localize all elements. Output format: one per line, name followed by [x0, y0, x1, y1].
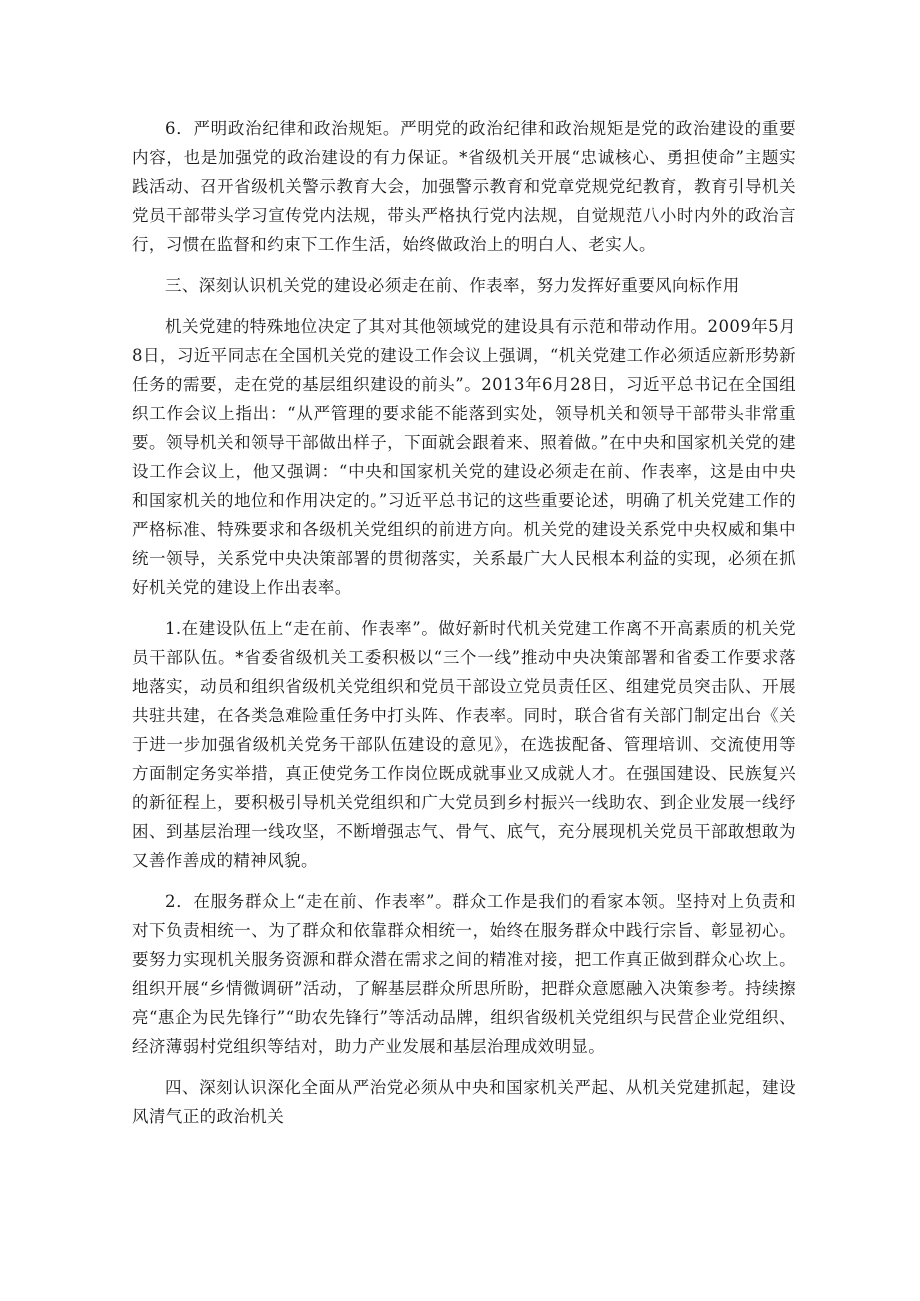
paragraph-serving-masses: 2．在服务群众上“走在前、作表率”。群众工作是我们的看家本领。坚持对上负责和对下负责相统一、为了群众和依靠群众相统一，始终在服务群众中践行宗旨、彰显初心。要努力实现机关服务资源和群众潜在需求之间的精准对接，把工作真正做到群众心坎上。组织开展“乡情微调研”活动，了解基层群众所思所盼，把群众意愿融入决策参考。持续擦亮“惠企为民先锋行”“助农先锋行”等活动品牌，组织省级机关党组织与民营企业党组织、经济薄弱村党组织等结对，助力产业发展和基层治理成效明显。 — [132, 892, 796, 1056]
section-heading-four: 四、深刻认识深化全面从严治党必须从中央和国家机关严起、从机关党建抓起，建设风清气正的政治机关 — [132, 1078, 796, 1126]
paragraph-party-building-status: 机关党建的特殊地位决定了其对其他领域党的建设具有示范和带动作用。2009年5月8日，习近平同志在全国机关党的建设工作会议上强调，“机关党建工作必须适应新形势新任务的需要，走在党的基层组织建设的前头”。2013年6月28日，习近平总书记在全国组织工作会议上指出：“从严管理的要求能不能落到实处，领导机关和领导干部带头非常重要。领导机关和领导干部做出样子，下面就会跟着来、照着做。”在中央和国家机关党的建设工作会议上，他又强调：“中央和国家机关党的建设必须走在前、作表率，这是由中央和国家机关的地位和作用决定的。”习近平总书记的这些重要论述，明确了机关党建工作的严格标准、特殊要求和各级机关党组织的前进方向。机关党的建设关系党中央权威和集中统一领导，关系党中央决策部署的贯彻落实，关系最广大人民根本利益的实现，必须在抓好机关党的建设上作出表率。 — [132, 317, 796, 597]
section-heading-three: 三、深刻认识机关党的建设必须走在前、作表率，努力发挥好重要风向标作用 — [165, 276, 740, 295]
paragraph-team-building: 1.在建设队伍上“走在前、作表率”。做好新时代机关党建工作离不开高素质的机关党员干部队伍。*省委省级机关工委积极以“三个一线”推动中央决策部署和省委工作要求落地落实，动员和组织省级机关党组织和党员干部设立党员责任区、组建党员突击队、开展共驻共建，在各类急难险重任务中打头阵、作表率。同时，联合省有关部门制定出台《关于进一步加强省级机关党务干部队伍建设的意见》，在选拔配备、管理培训、交流使用等方面制定务实举措，真正使党务工作岗位既成就事业又成就人才。在强国建设、民族复兴的新征程上，要积极引导机关党组织和广大党员到乡村振兴一线助农、到企业发展一线纾困、到基层治理一线攻坚，不断增强志气、骨气、底气，充分展现机关党员干部敢想敢为又善作善成的精神风貌。 — [132, 619, 796, 870]
paragraph-political-discipline: 6．严明政治纪律和政治规矩。严明党的政治纪律和政治规矩是党的政治建设的重要内容，也是加强党的政治建设的有力保证。*省级机关开展“忠诚核心、勇担使命”主题实践活动、召开省级机关警示教育大会，加强警示教育和党章党规党纪教育，教育引导机关党员干部带头学习宣传党内法规，带头严格执行党内法规，自觉规范八小时内外的政治言行，习惯在监督和约束下工作生活，始终做政治上的明白人、老实人。 — [132, 119, 796, 254]
document-page — [132, 114, 796, 1143]
